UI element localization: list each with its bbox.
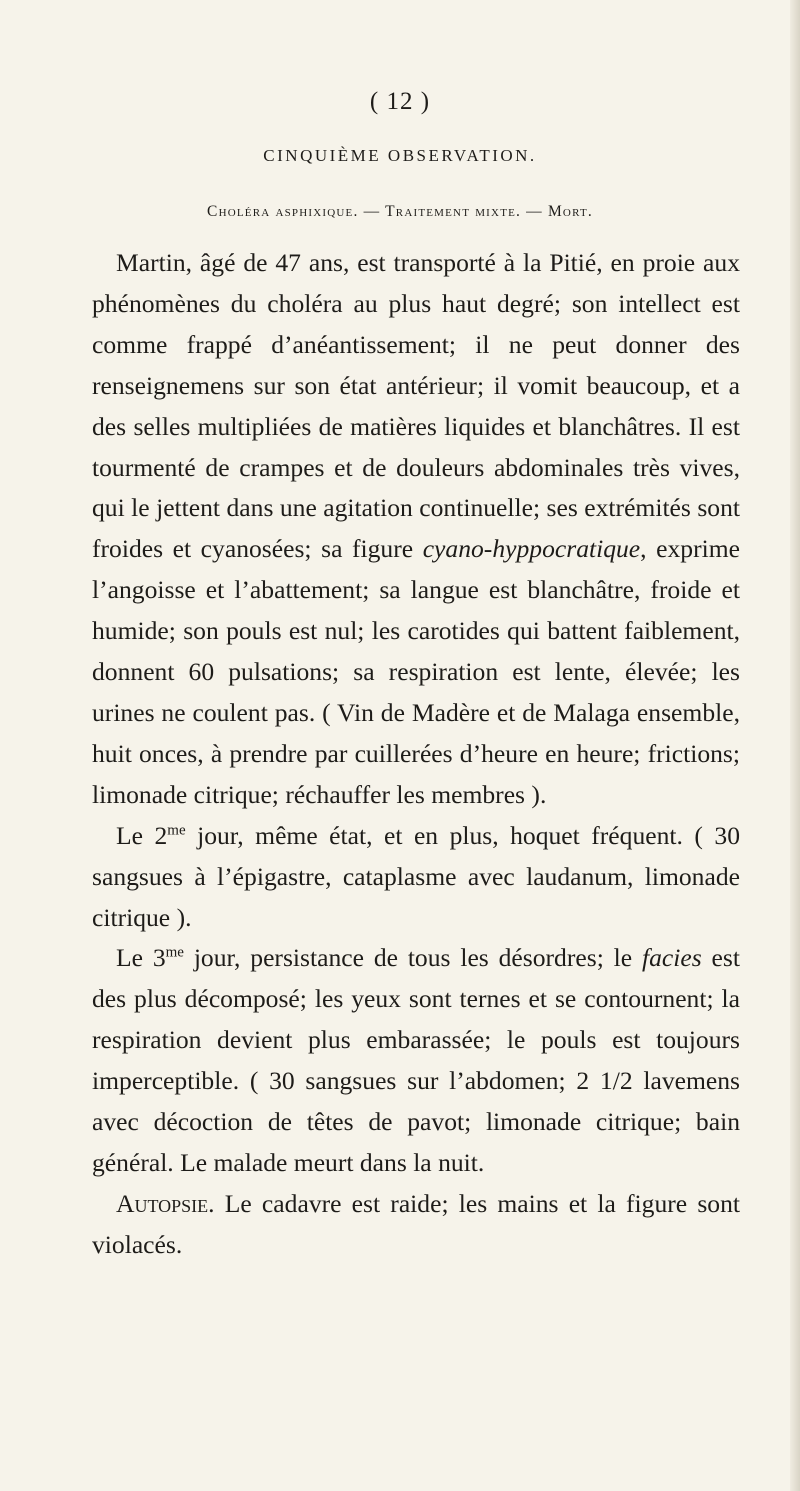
paragraph-4-text: Le cadavre est raide; les mains et la figure sont violacés.	[92, 1188, 740, 1259]
page-edge	[790, 0, 800, 1491]
italic-term-cyano: cyano-hyppocratique	[422, 534, 641, 564]
paragraph-1-text-cont: , exprime l’angoisse et l’abattement; sa langue est blanchâtre, froide et humide; son pouls est nul; les carotides qui battent faiblement, donnent 60 pulsations; sa respiration est lente, élevée; les urines ne coulent pas. ( Vin de Madère et de Malaga ensemble, huit onces, à prendre par cuillerées d’heure en heure; frictions; limonade citrique; réchauffer les membres ).	[92, 534, 740, 809]
ordinal-suffix: me	[165, 944, 184, 961]
ordinal-suffix: me	[167, 822, 186, 839]
paragraph-2-text: Le 2	[116, 820, 168, 850]
paragraph-3-text-cont: jour, persistance de tous les désordres; le	[183, 943, 642, 973]
paragraph-3-text: Le 3	[116, 943, 166, 973]
paragraph-1-text: Martin, âgé de 47 ans, est transporté à la Pitié, en proie aux phénomènes du choléra au plus haut degré; son intellect est comme frappé d’anéantissement; il ne peut donner des renseignemens sur son état antérieur; il vomit beaucoup, et a des selles multipliées de matières liquides et blanchâtres. Il est tourmenté de crampes et de douleurs abdominales très vives, qui le jettent dans une agitation continuelle; ses extrémités sont froides et cyanosées; sa figure	[92, 248, 740, 564]
italic-term-facies: facies	[641, 943, 702, 973]
paragraph-2	[92, 816, 740, 939]
body-text	[92, 243, 740, 1266]
paragraph-3-text-end: est des plus décomposé; les yeux sont ternes et se contournent; la respiration devient plus embarassée; le pouls est toujours imperceptible. ( 30 sangsues sur l’abdomen; 2 1/2 lavemens avec décoction de têtes de pavot; limonade citrique; bain général. Le malade meurt dans la nuit.	[92, 943, 740, 1177]
observation-subheading: Choléra asphixique. — Traitement mixte. — Mort.	[207, 203, 593, 220]
autopsie-label: Autopsie.	[116, 1188, 215, 1218]
paragraph-1	[92, 243, 740, 816]
paragraph-3	[92, 938, 740, 1183]
page-number: ( 12 )	[369, 88, 431, 115]
observation-heading: CINQUIÈME OBSERVATION.	[263, 146, 537, 165]
paragraph-4	[92, 1184, 740, 1266]
paragraph-2-text-cont: jour, même état, et en plus, hoquet fréquent. ( 30 sangsues à l’épigastre, cataplasme avec laudanum, limonade citrique ).	[92, 820, 740, 932]
